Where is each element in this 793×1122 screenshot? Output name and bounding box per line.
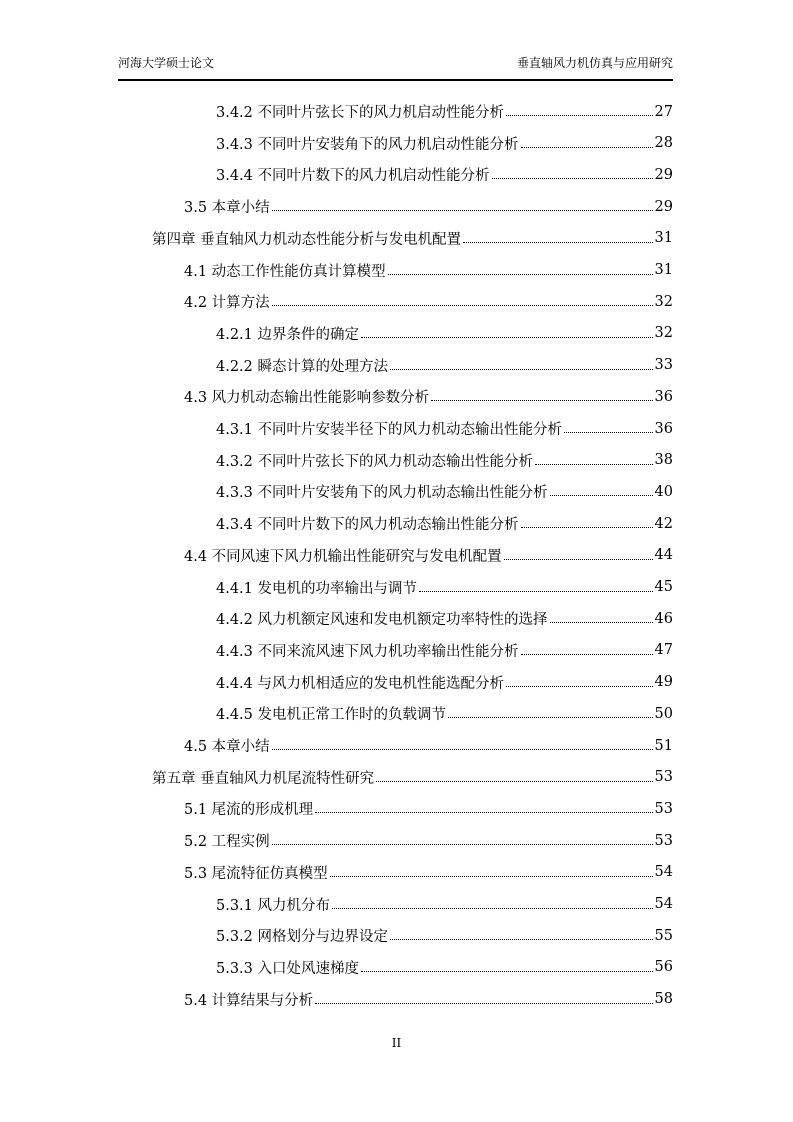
- toc-entry-page: 32: [654, 325, 673, 342]
- toc-entry[interactable]: [216, 159, 673, 190]
- toc-dot-leader: [492, 178, 653, 179]
- toc-entry-label: 4.1 动态工作性能仿真计算模型: [184, 263, 386, 280]
- toc-entry-label: 3.4.4 不同叶片数下的风力机启动性能分析: [216, 168, 490, 185]
- toc-entry-page: 49: [654, 674, 673, 691]
- toc-entry-page: 44: [654, 547, 673, 564]
- toc-dot-leader: [272, 210, 653, 211]
- toc-dot-leader: [330, 876, 653, 877]
- toc-dot-leader: [521, 654, 653, 655]
- toc-entry[interactable]: [216, 920, 673, 951]
- toc-entry-page: 47: [654, 642, 673, 659]
- toc-entry-label: 3.5 本章小结: [184, 200, 270, 217]
- toc-entry-page: 54: [654, 864, 673, 881]
- toc-dot-leader: [535, 464, 653, 465]
- toc-dot-leader: [390, 369, 653, 370]
- toc-entry-page: 38: [654, 452, 673, 469]
- toc-dot-leader: [431, 400, 652, 401]
- toc-entry[interactable]: [152, 223, 673, 254]
- toc-entry[interactable]: [216, 128, 673, 159]
- toc-entry-page: 27: [654, 103, 673, 120]
- toc-entry[interactable]: [216, 476, 673, 507]
- toc-entry[interactable]: [216, 603, 673, 634]
- toc-entry-label: 5.3.2 网格划分与边界设定: [216, 929, 389, 946]
- toc-entry[interactable]: [184, 286, 673, 317]
- toc-entry[interactable]: [184, 191, 673, 222]
- toc-entry-label: 3.4.2 不同叶片弦长下的风力机启动性能分析: [216, 105, 505, 121]
- toc-entry-label: 5.2 工程实例: [184, 834, 270, 851]
- toc-entry-page: 40: [654, 483, 673, 500]
- header-left-title: 河海大学硕士论文: [118, 56, 215, 70]
- toc-dot-leader: [506, 115, 653, 116]
- toc-dot-leader: [361, 971, 653, 972]
- toc-entry-label: 4.4.2 风力机额定风速和发电机额定功率特性的选择: [216, 612, 548, 629]
- toc-entry[interactable]: [216, 96, 673, 127]
- toc-entry-label: 5.3.1 风力机分布: [216, 897, 331, 914]
- toc-entry-page: 28: [654, 135, 673, 152]
- page-number: II: [391, 1036, 402, 1050]
- toc-entry-label: 4.4.5 发电机正常工作时的负载调节: [216, 707, 447, 724]
- toc-entry[interactable]: [184, 540, 673, 571]
- toc-entry-page: 56: [654, 959, 673, 976]
- toc-entry-page: 42: [654, 515, 673, 532]
- toc-entry[interactable]: [216, 445, 673, 476]
- toc-entry-label: 4.4.4 与风力机相适应的发电机性能选配分析: [216, 675, 505, 692]
- toc-dot-leader: [463, 242, 652, 243]
- toc-entry-label: 4.4.3 不同来流风速下风力机功率输出性能分析: [216, 643, 519, 660]
- header-rule: [118, 79, 673, 81]
- toc-entry-page: 46: [654, 610, 673, 627]
- toc-entry-label: 3.4.3 不同叶片安装角下的风力机启动性能分析: [216, 136, 519, 153]
- toc-dot-leader: [272, 305, 653, 306]
- toc-entry[interactable]: [216, 508, 673, 539]
- page-header: [118, 54, 673, 76]
- toc-dot-leader: [315, 1003, 652, 1004]
- toc-dot-leader: [448, 717, 653, 718]
- toc-dot-leader: [315, 812, 652, 813]
- toc-entry[interactable]: [216, 698, 673, 729]
- toc-dot-leader: [506, 686, 653, 687]
- toc-entry-page: 53: [654, 832, 673, 849]
- toc-entry[interactable]: [216, 318, 673, 349]
- toc-entry-label: 第四章 垂直轴风力机动态性能分析与发电机配置: [152, 231, 462, 248]
- toc-entry-page: 31: [654, 230, 673, 247]
- toc-entry-page: 36: [654, 420, 673, 437]
- header-right-title: 垂直轴风力机仿真与应用研究: [516, 56, 673, 70]
- toc-entry-label: 4.5 本章小结: [184, 739, 270, 755]
- toc-entry-label: 5.4 计算结果与分析: [184, 992, 314, 1009]
- toc-dot-leader: [332, 908, 653, 909]
- toc-entry-page: 32: [654, 293, 673, 310]
- toc-entry-label: 4.2.1 边界条件的确定: [216, 326, 360, 343]
- toc-entry-label: 4.3.1 不同叶片安装半径下的风力机动态输出性能分析: [216, 422, 563, 438]
- toc-entry-label: 4.2 计算方法: [184, 295, 270, 312]
- toc-entry-label: 4.3.2 不同叶片弦长下的风力机动态输出性能分析: [216, 453, 534, 470]
- toc-entry-page: 51: [654, 737, 673, 754]
- toc-entry[interactable]: [184, 793, 673, 824]
- toc-entry[interactable]: [184, 857, 673, 888]
- toc-dot-leader: [272, 844, 653, 845]
- toc-entry-page: 36: [654, 388, 673, 405]
- toc-dot-leader: [550, 495, 653, 496]
- toc-entry[interactable]: [216, 572, 673, 603]
- toc-entry-label: 第五章 垂直轴风力机尾流特性研究: [152, 770, 375, 787]
- toc-entry-label: 4.3.4 不同叶片数下的风力机动态输出性能分析: [216, 517, 519, 534]
- toc-dot-leader: [504, 559, 653, 560]
- toc-entry-page: 50: [654, 705, 673, 722]
- toc-entry-page: 45: [654, 579, 673, 595]
- toc-entry-page: 54: [654, 896, 673, 912]
- toc-dot-leader: [361, 337, 653, 338]
- toc-dot-leader: [419, 591, 653, 592]
- toc-entry-label: 4.3 风力机动态输出性能影响参数分析: [184, 390, 430, 407]
- toc-entry-label: 5.3.3 入口处风速梯度: [216, 960, 360, 977]
- toc-dot-leader: [390, 939, 653, 940]
- toc-entry[interactable]: [216, 635, 673, 666]
- toc-entry-page: 53: [654, 769, 673, 786]
- toc-entry-label: 4.2.2 瞬态计算的处理方法: [216, 358, 389, 375]
- toc-entry[interactable]: [184, 984, 673, 1015]
- toc-dot-leader: [388, 274, 653, 275]
- toc-entry-page: 29: [654, 166, 673, 183]
- toc-dot-leader: [564, 432, 653, 433]
- toc-dot-leader: [550, 622, 653, 623]
- toc-entry-page: 31: [654, 262, 673, 278]
- toc-entry[interactable]: [152, 762, 673, 793]
- toc-entry-label: 5.3 尾流特征仿真模型: [184, 865, 328, 882]
- toc-entry-label: 4.4.1 发电机的功率输出与调节: [216, 580, 418, 597]
- toc-entry-page: 33: [654, 357, 673, 374]
- toc-entry[interactable]: [216, 889, 673, 920]
- toc-entry-label: 4.4 不同风速下风力机输出性能研究与发电机配置: [184, 548, 502, 565]
- toc-entry[interactable]: [184, 825, 673, 856]
- toc-entry-page: 29: [654, 198, 673, 215]
- toc-entry[interactable]: [184, 730, 673, 761]
- toc-entry-label: 5.1 尾流的形成机理: [184, 802, 314, 819]
- toc-entry-page: 53: [654, 800, 673, 817]
- toc-entry-page: 55: [654, 927, 673, 944]
- toc-entry[interactable]: [216, 667, 673, 698]
- toc-entry[interactable]: [184, 381, 673, 412]
- toc-dot-leader: [521, 527, 653, 528]
- toc-entry[interactable]: [216, 413, 673, 444]
- toc-dot-leader: [272, 749, 653, 750]
- toc-entry-page: 58: [654, 991, 673, 1008]
- toc-entry[interactable]: [216, 952, 673, 983]
- toc-entry-label: 4.3.3 不同叶片安装角下的风力机动态输出性能分析: [216, 485, 548, 502]
- toc-dot-leader: [376, 781, 652, 782]
- toc-dot-leader: [521, 147, 653, 148]
- toc-entry[interactable]: [216, 350, 673, 381]
- toc-entry[interactable]: [184, 255, 673, 286]
